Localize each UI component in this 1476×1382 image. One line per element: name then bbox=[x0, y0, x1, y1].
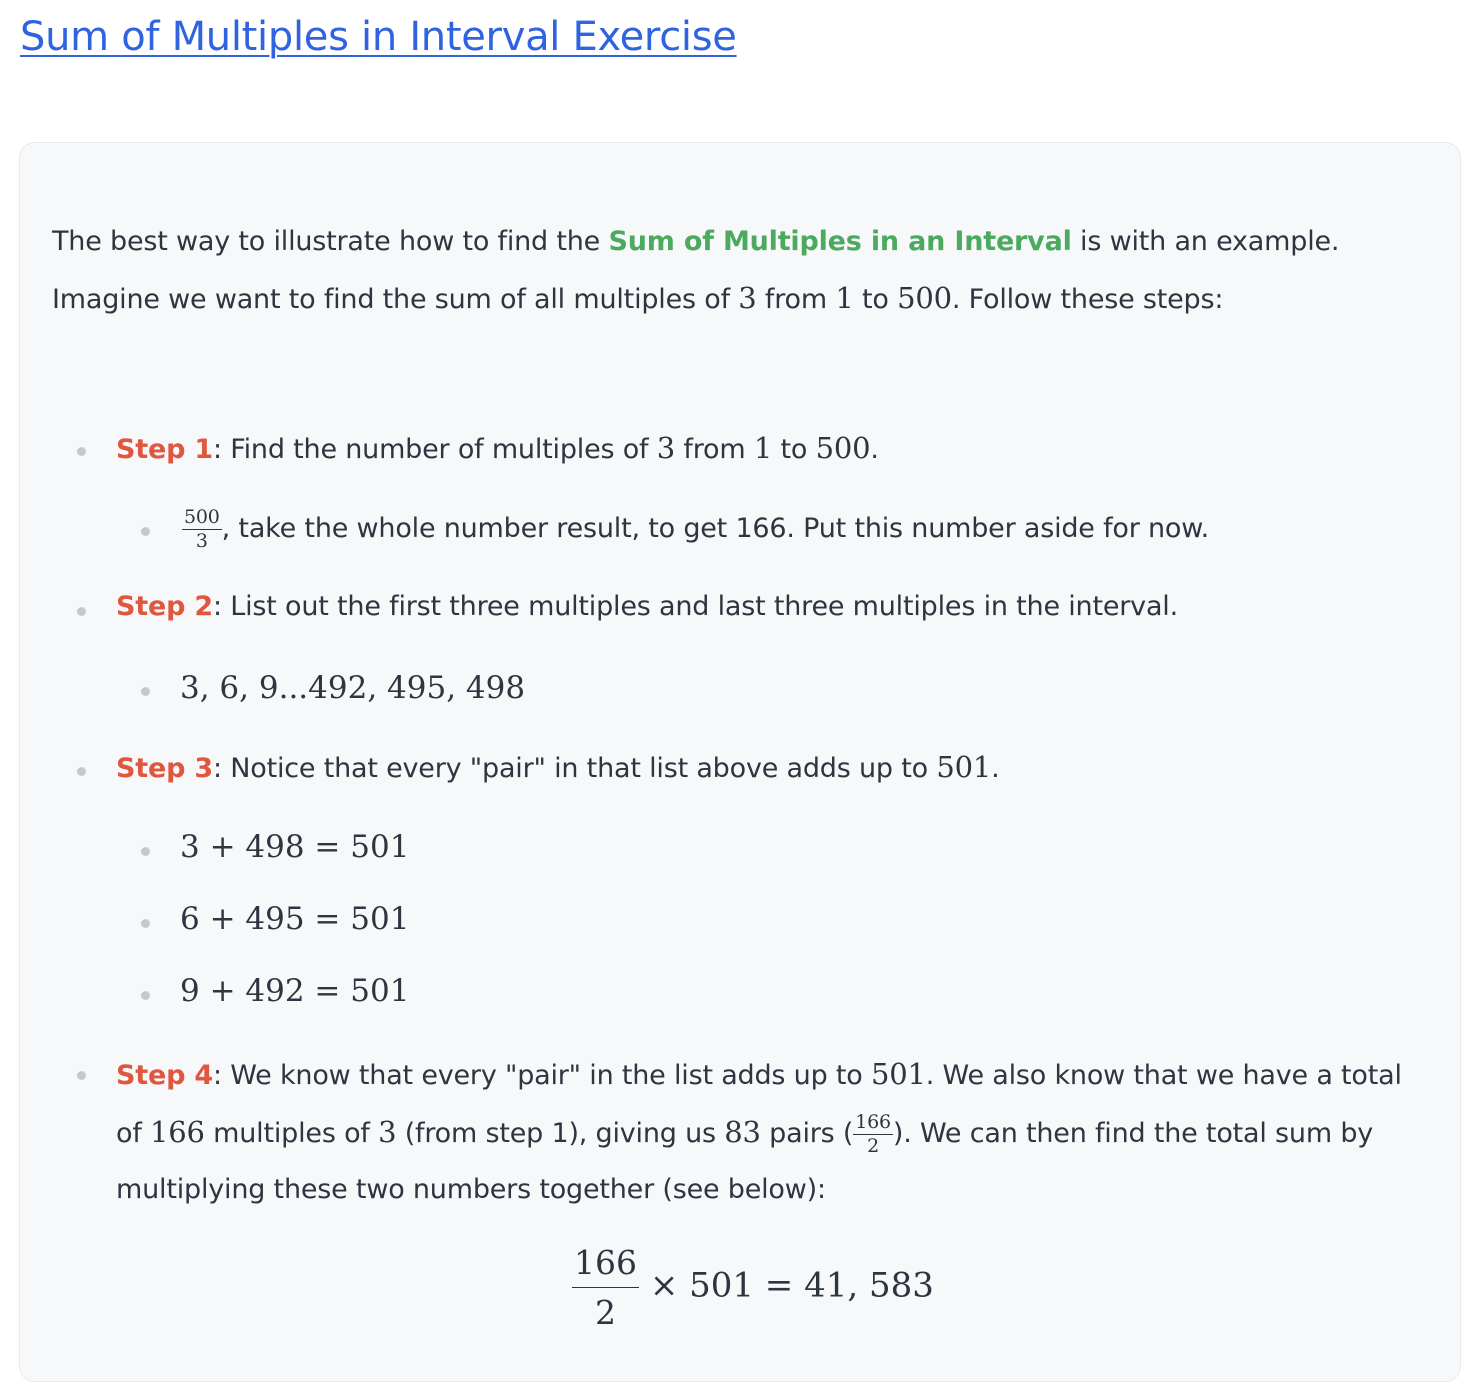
bullet-pair-2 bbox=[141, 919, 150, 928]
bullet-step-2 bbox=[77, 607, 86, 616]
bullet-step-4 bbox=[77, 1071, 86, 1080]
step-4-item: Step 4: We know that every "pair" in the list adds up to 501. We also know that we have a total of 166 multiples of 3 (from step 1), giving us 83 pairs ( $\frac{166}{2}$ ). We can then find the total sum by multiplying these two numbers together (see below): bbox=[116, 1057, 1402, 1205]
multiples-list: 3, 6, 9...492, 495, 498 bbox=[180, 670, 526, 706]
fraction-166-over-2: $\frac{166}{2}$ bbox=[855, 1111, 891, 1157]
step-1-subitem: $\frac{500}{3}$ , take the whole number result, to get 166. Put this number aside for now. bbox=[184, 506, 1210, 552]
step-2-item: Step 2: List out the first three multiples and last three multiples in the interval. bbox=[116, 591, 1178, 622]
step-3-item: Step 3: Notice that every "pair" in that list above adds up to 501. bbox=[116, 750, 1000, 784]
step-1-item: Step 1: Find the number of multiples of 3 from 1 to 500. bbox=[116, 431, 879, 465]
pair-equation: 6 + 495 = 501 bbox=[180, 901, 410, 937]
step-4-label: Step 4 bbox=[116, 1060, 213, 1091]
bullet-step-3 bbox=[77, 767, 86, 776]
bullet-pair-1 bbox=[141, 847, 150, 856]
bullet-step-2-sub bbox=[141, 687, 150, 696]
pair-equation: 9 + 492 = 501 bbox=[180, 973, 410, 1009]
step-2-label: Step 2 bbox=[116, 591, 213, 622]
bullet-step-1-sub bbox=[141, 527, 150, 536]
bullet-step-1 bbox=[77, 447, 86, 456]
intro-paragraph: The best way to illustrate how to find the Sum of Multiples in an Interval is with an example. Imagine we want to find the sum of all multiples of 3 from 1 to 500. Follow these steps: bbox=[52, 226, 1340, 315]
step-1-label: Step 1 bbox=[116, 434, 213, 465]
final-equation: $\frac{166}{2}$ × 501 = 41, 583 bbox=[574, 1243, 934, 1332]
fraction-500-over-3: $\frac{500}{3}$ bbox=[184, 506, 220, 552]
pair-equation: 3 + 498 = 501 bbox=[180, 829, 410, 865]
highlight-term: Sum of Multiples in an Interval bbox=[608, 226, 1072, 257]
bullet-pair-3 bbox=[141, 991, 150, 1000]
fraction-166-over-2-display: $\frac{166}{2}$ bbox=[574, 1243, 637, 1332]
step-3-label: Step 3 bbox=[116, 753, 213, 784]
exercise-title-link[interactable]: Sum of Multiples in Interval Exercise bbox=[20, 14, 737, 60]
